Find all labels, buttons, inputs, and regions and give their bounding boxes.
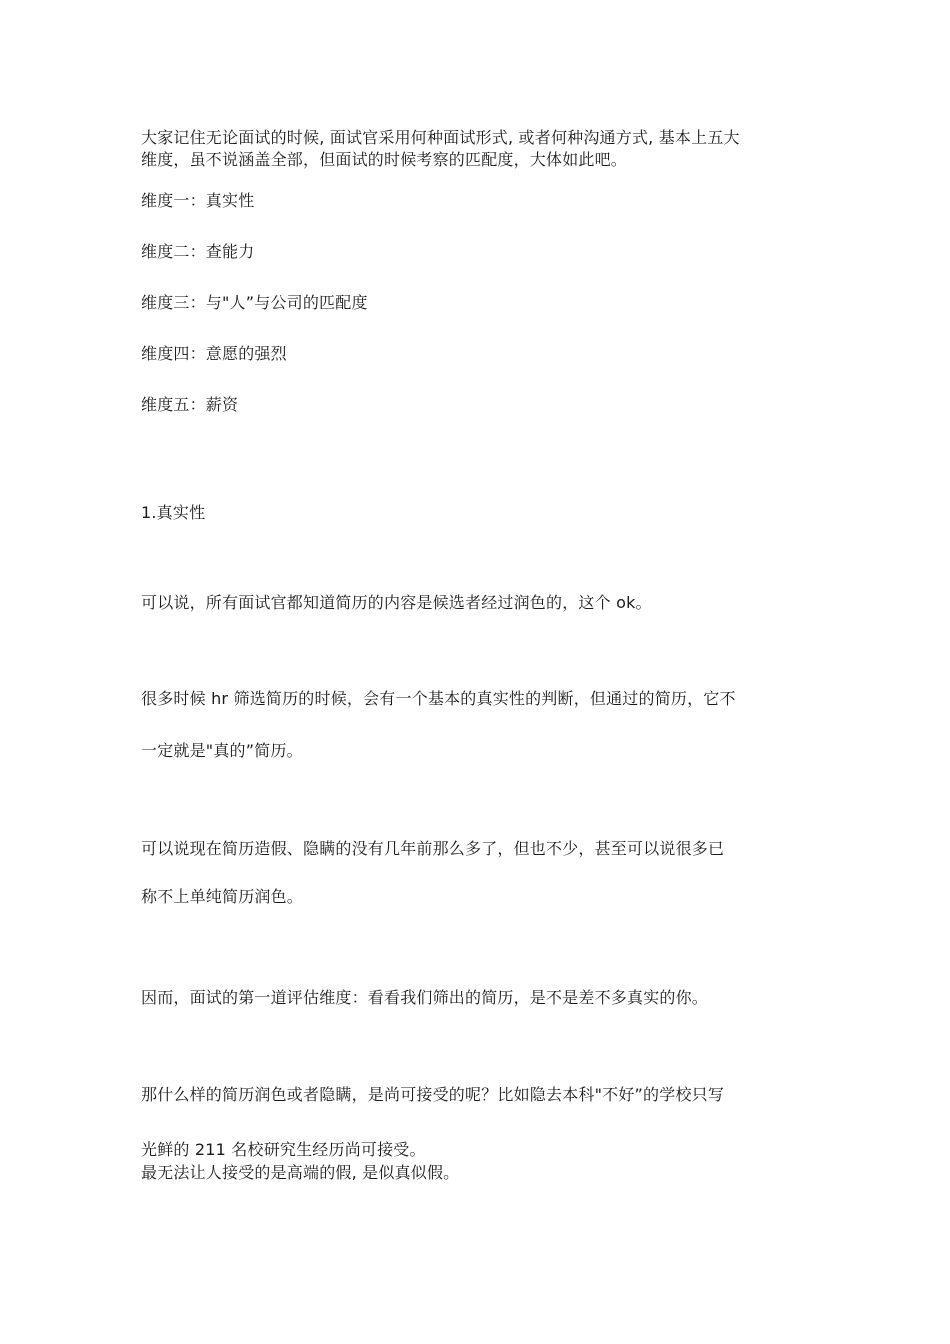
dimension-item: 维度一：真实性 <box>141 191 255 210</box>
paragraph: 可以说，所有面试官都知道简历的内容是候选者经过润色的，这个 ok。 <box>141 593 652 612</box>
intro-line-2: 维度，虽不说涵盖全部，但面试的时候考察的匹配度，大体如此吧。 <box>141 150 628 169</box>
dimension-item: 维度二：查能力 <box>141 242 255 261</box>
paragraph-line: 那什么样的简历润色或者隐瞒，是尚可接受的呢？比如隐去本科"不好”的学校只写 <box>141 1085 725 1104</box>
paragraph-line: 光鲜的 211 名校研究生经历尚可接受。 <box>141 1140 426 1159</box>
paragraph-line: 可以说现在简历造假、隐瞒的没有几年前那么多了，但也不少，甚至可以说很多已 <box>141 839 725 858</box>
paragraph: 最无法让人接受的是高端的假, 是似真似假。 <box>141 1163 460 1182</box>
dimension-item: 维度三：与"人”与公司的匹配度 <box>141 293 368 312</box>
paragraph: 因而，面试的第一道评估维度：看看我们筛出的简历，是不是差不多真实的你。 <box>141 988 709 1007</box>
dimension-item: 维度四：意愿的强烈 <box>141 344 287 363</box>
paragraph-line: 称不上单纯简历润色。 <box>141 887 304 906</box>
paragraph-line: 一定就是"真的”简历。 <box>141 741 303 760</box>
intro-line-1: 大家记住无论面试的时候, 面试官采用何种面试形式, 或者何种沟通方式, 基本上五大 <box>141 128 740 147</box>
paragraph-line: 很多时候 hr 筛选简历的时候，会有一个基本的真实性的判断，但通过的简历，它不 <box>141 689 736 708</box>
dimension-item: 维度五：薪资 <box>141 395 239 414</box>
section-heading: 1.真实性 <box>141 503 206 522</box>
